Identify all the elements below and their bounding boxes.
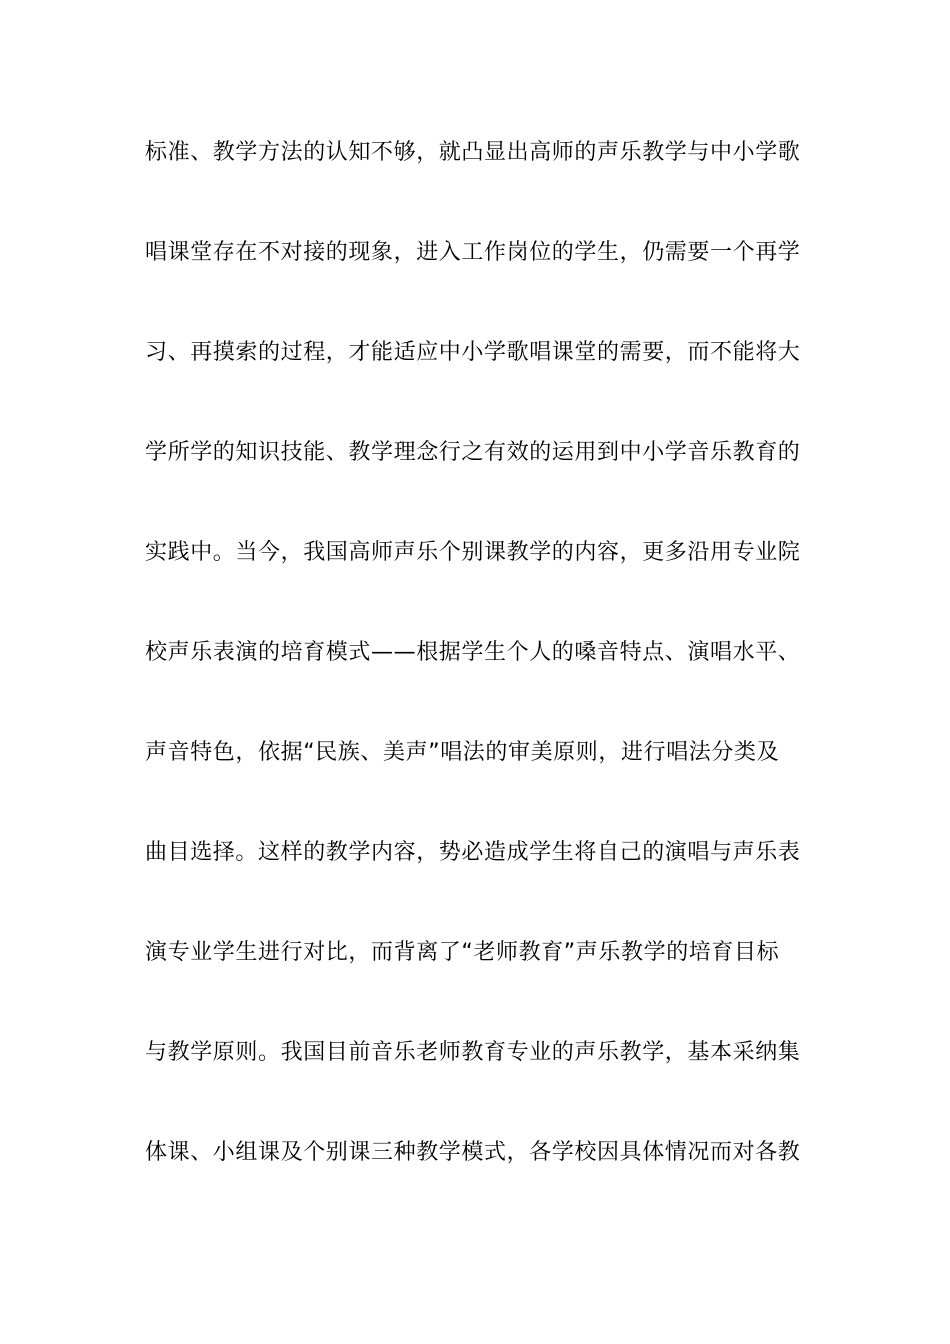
text-line: 唱课堂存在不对接的现象，进入工作岗位的学生，仍需要一个再学: [145, 240, 801, 265]
text-line: 学所学的知识技能、教学理念行之有效的运用到中小学音乐教育的: [145, 440, 801, 465]
text-line: 校声乐表演的培育模式——根据学生个人的嗓音特点、演唱水平、: [145, 640, 801, 665]
text-line: 与教学原则。我国目前音乐老师教育专业的声乐教学，基本采纳集: [145, 1040, 801, 1065]
text-line: 实践中。当今，我国高师声乐个别课教学的内容，更多沿用专业院: [145, 540, 801, 565]
text-line: 习、再摸索的过程，才能适应中小学歌唱课堂的需要，而不能将大: [145, 340, 801, 365]
text-line: 标准、教学方法的认知不够，就凸显出高师的声乐教学与中小学歌: [145, 140, 801, 165]
text-line: 体课、小组课及个别课三种教学模式，各学校因具体情况而对各教: [145, 1140, 801, 1165]
text-line: 声音特色，依据“民族、美声”唱法的审美原则，进行唱法分类及: [145, 740, 780, 765]
text-line: 曲目选择。这样的教学内容，势必造成学生将自己的演唱与声乐表: [145, 840, 801, 865]
body-paragraph: [145, 130, 815, 1230]
text-line: 演专业学生进行对比，而背离了“老师教育”声乐教学的培育目标: [145, 940, 780, 965]
